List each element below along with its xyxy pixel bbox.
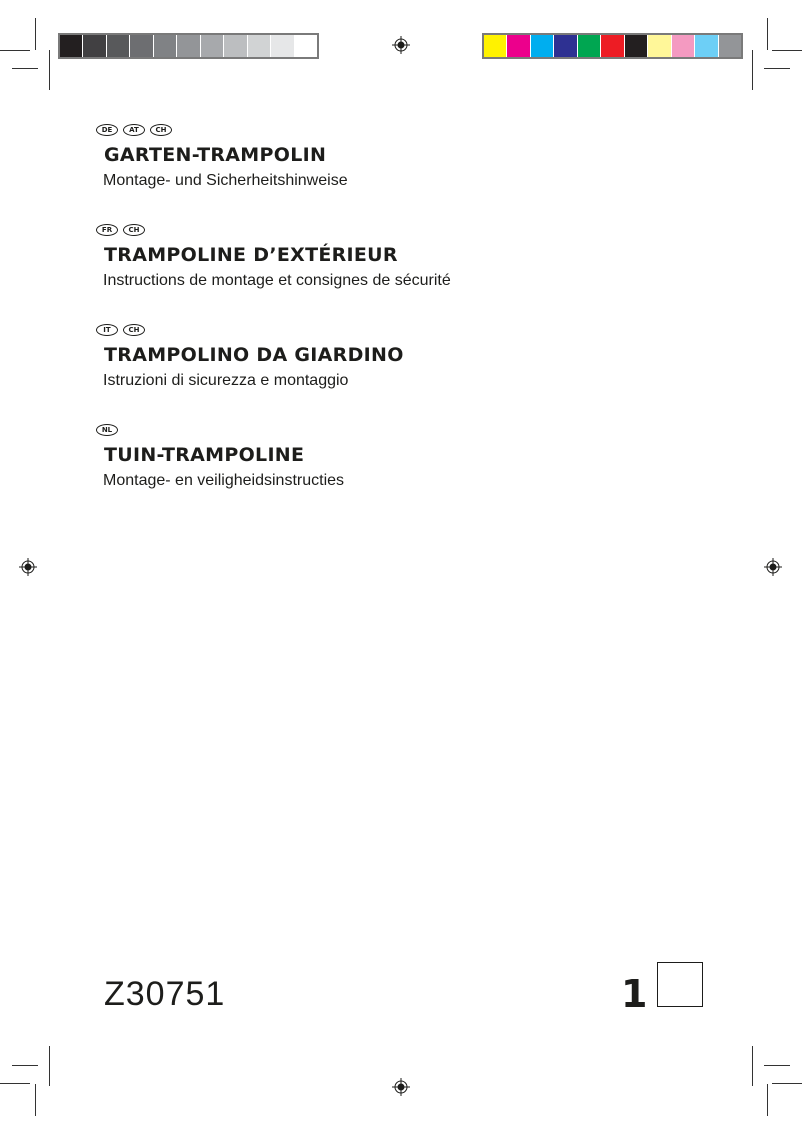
crop-mark	[772, 1083, 802, 1084]
model-number: Z30751	[104, 975, 226, 1013]
language-badges	[96, 424, 118, 436]
color-swatch	[531, 35, 554, 57]
crop-mark	[35, 18, 36, 50]
crop-mark	[0, 1083, 30, 1084]
color-swatch	[507, 35, 530, 57]
grayscale-color-bar	[58, 33, 319, 59]
section-title: GARTEN-TRAMPOLIN	[104, 144, 327, 166]
language-badges	[96, 124, 172, 136]
color-swatch	[60, 35, 83, 57]
color-swatch	[719, 35, 741, 57]
crop-mark	[0, 50, 30, 51]
color-swatch	[248, 35, 271, 57]
section-title: TRAMPOLINE D’EXTÉRIEUR	[104, 244, 398, 266]
crop-mark	[752, 50, 753, 90]
crop-mark	[49, 1046, 50, 1086]
language-badge: CH	[123, 324, 145, 336]
registration-mark-icon	[392, 1078, 410, 1096]
color-swatch	[295, 35, 317, 57]
language-badge: DE	[96, 124, 118, 136]
crop-mark	[752, 1046, 753, 1086]
crop-mark	[12, 68, 38, 69]
color-swatch	[271, 35, 294, 57]
section-title: TUIN-TRAMPOLINE	[104, 444, 305, 466]
crop-mark	[767, 1084, 768, 1116]
color-swatch	[201, 35, 224, 57]
section-subtitle: Montage- und Sicherheitshinweise	[103, 172, 348, 189]
color-swatch	[578, 35, 601, 57]
section-subtitle: Montage- en veiligheidsinstructies	[103, 472, 345, 489]
color-swatch	[695, 35, 718, 57]
color-swatch	[107, 35, 130, 57]
color-swatch	[484, 35, 507, 57]
crop-mark	[35, 1084, 36, 1116]
color-swatch	[672, 35, 695, 57]
registration-mark-icon	[764, 558, 782, 576]
color-swatch	[130, 35, 153, 57]
color-swatch	[154, 35, 177, 57]
crop-mark	[49, 50, 50, 90]
language-badges	[96, 324, 145, 336]
language-badge: IT	[96, 324, 118, 336]
language-badge: AT	[123, 124, 145, 136]
crop-mark	[764, 1065, 790, 1066]
color-swatch	[224, 35, 247, 57]
crop-mark	[772, 50, 802, 51]
color-swatch	[83, 35, 106, 57]
language-badge: NL	[96, 424, 118, 436]
color-swatch	[648, 35, 671, 57]
registration-mark-icon	[19, 558, 37, 576]
process-color-bar	[482, 33, 743, 59]
page-box	[657, 962, 703, 1007]
section-subtitle: Instructions de montage et consignes de sécurité	[103, 272, 451, 289]
language-badge: CH	[150, 124, 172, 136]
language-badge: FR	[96, 224, 118, 236]
language-badge: CH	[123, 224, 145, 236]
section-title: TRAMPOLINO DA GIARDINO	[104, 344, 404, 366]
color-swatch	[177, 35, 200, 57]
crop-mark	[767, 18, 768, 50]
crop-mark	[12, 1065, 38, 1066]
color-swatch	[554, 35, 577, 57]
color-swatch	[601, 35, 624, 57]
page-number: 1	[621, 972, 648, 1016]
section-subtitle: Istruzioni di sicurezza e montaggio	[103, 372, 349, 389]
language-badges	[96, 224, 145, 236]
crop-mark	[764, 68, 790, 69]
color-swatch	[625, 35, 648, 57]
registration-mark-icon	[392, 36, 410, 54]
